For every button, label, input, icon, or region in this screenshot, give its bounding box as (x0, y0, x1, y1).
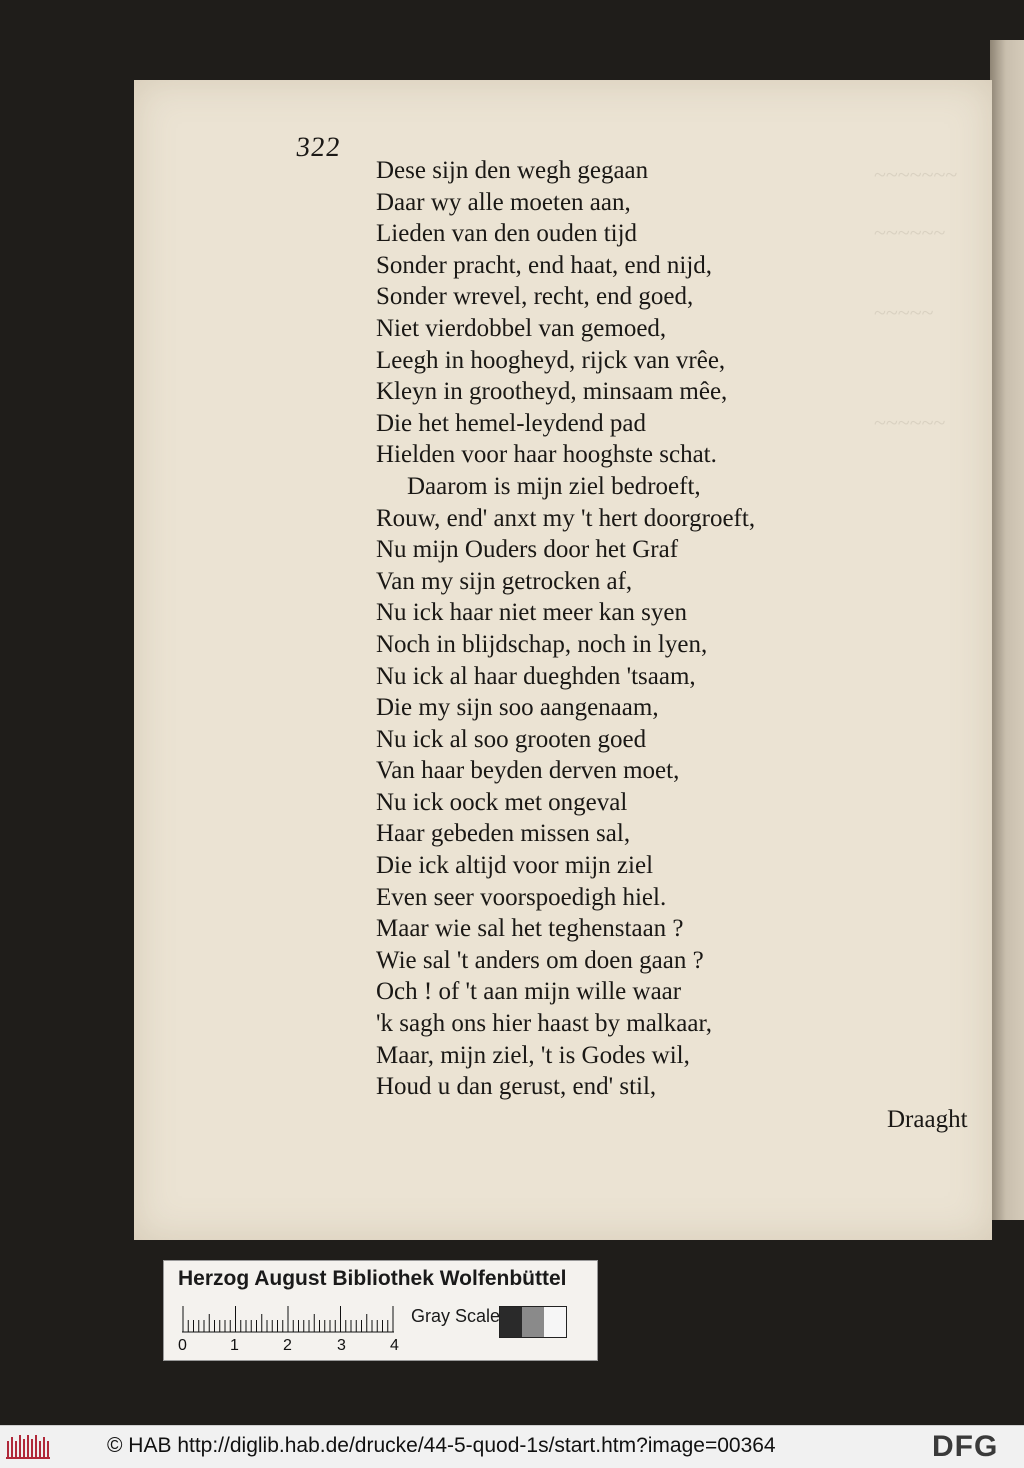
verse-line: Hielden voor haar hooghste schat. (376, 441, 717, 469)
verse-line: Sonder wrevel, recht, end goed, (376, 283, 694, 311)
verse-line: Nu ick al soo grooten goed (376, 725, 647, 753)
image-url[interactable]: © HAB http://diglib.hab.de/drucke/44-5-quod-1s/start.htm?image=00364 (107, 1434, 776, 1457)
verse-line: Van haar beyden derven moet, (376, 757, 680, 785)
verse-line: 'k sagh ons hier haast by malkaar, (376, 1010, 713, 1038)
verse-line: Noch in blijdschap, noch in lyen, (376, 630, 708, 658)
footer-bar (0, 1425, 1024, 1468)
verse-line: Och ! of 't aan mijn wille waar (376, 978, 682, 1006)
verse-line: Haar gebeden missen sal, (376, 820, 631, 848)
verse-line: Daar wy alle moeten aan, (376, 188, 631, 216)
ruler-numbers (178, 1337, 408, 1357)
verse-line: Nu ick oock met ongeval (376, 788, 628, 816)
verse-line: Maar, mijn ziel, 't is Godes wil, (376, 1041, 690, 1069)
ruler-scale (182, 1305, 394, 1333)
verse-line: Houd u dan gerust, end' stil, (376, 1073, 657, 1101)
catchword: Draaght (887, 1106, 968, 1133)
page-number: 322 (294, 132, 343, 163)
poem-text (376, 155, 896, 1103)
library-name: Herzog August Bibliothek Wolfenbüttel (178, 1267, 567, 1290)
verse-line: Sonder pracht, end haat, end nijd, (376, 251, 713, 279)
verse-line: Even seer voorspoedigh hiel. (376, 883, 667, 911)
verse-line: Nu ick haar niet meer kan syen (376, 599, 687, 627)
verse-line: Nu mijn Ouders door het Graf (376, 536, 679, 564)
verse-line: Nu ick al haar dueghden 'tsaam, (376, 662, 696, 690)
facing-page-edge (990, 40, 1024, 1220)
grayscale-label: Gray Scale (411, 1306, 501, 1326)
book-page: ~~~~~~~ ~~~~~~ ~~~~~ ~~~~~~ (134, 80, 992, 1240)
ruler-number: 1 (230, 1337, 239, 1354)
verse-line: Rouw, end' anxt my 't hert doorgroeft, (376, 504, 756, 532)
verse-line: Lieden van den ouden tijd (376, 220, 638, 248)
verse-line: Die het hemel-leydend pad (376, 409, 647, 437)
verse-line: Kleyn in grootheyd, minsaam mêe, (376, 378, 728, 406)
verse-line: Maar wie sal het teghenstaan ? (376, 915, 684, 943)
ruler-number: 3 (337, 1337, 346, 1354)
ruler-number: 4 (390, 1337, 399, 1354)
verse-line: Wie sal 't anders om doen gaan ? (376, 946, 704, 974)
verse-line: Die my sijn soo aangenaam, (376, 694, 659, 722)
grayscale-swatch (499, 1306, 567, 1338)
hab-logo-icon (6, 1433, 50, 1461)
ruler-number: 0 (178, 1337, 187, 1354)
verse-line: Die ick altijd voor mijn ziel (376, 852, 654, 880)
verse-line: Leegh in hoogheyd, rijck van vrêe, (376, 346, 726, 374)
library-scale-card (163, 1260, 598, 1361)
verse-line: Niet vierdobbel van gemoed, (376, 314, 667, 342)
ruler-number: 2 (283, 1337, 292, 1354)
verse-line: Daarom is mijn ziel bedroeft, (407, 472, 701, 500)
verse-line: Van my sijn getrocken af, (376, 567, 633, 595)
dfg-logo: DFG (932, 1430, 999, 1463)
verse-line: Dese sijn den wegh gegaan (376, 157, 649, 184)
